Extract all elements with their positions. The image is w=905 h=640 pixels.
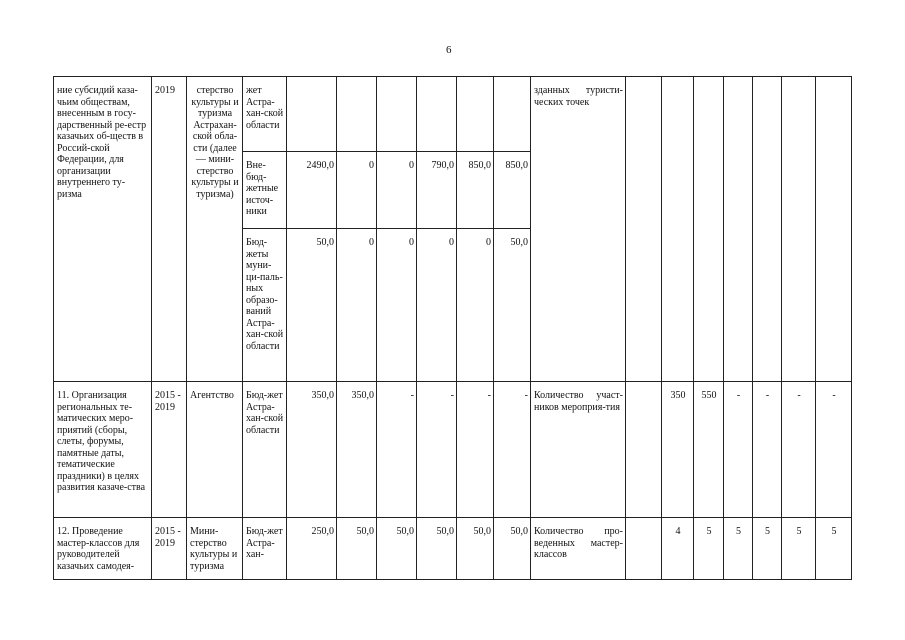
indicator-value: 5 xyxy=(782,518,816,580)
funding-source: Бюд-жет Астра-хан-ской области xyxy=(243,382,287,518)
funding-value: - xyxy=(417,382,457,518)
indicator-value: 550 xyxy=(694,382,724,518)
indicator-value: 4 xyxy=(662,518,694,580)
activity-executor: стерство культуры и туризма Астрахан-ской обла-сти (далее — мини-стерство культуры и туризма) xyxy=(187,77,243,382)
table-row xyxy=(54,518,852,580)
funding-value xyxy=(377,77,417,152)
indicator-value: 5 xyxy=(724,518,753,580)
funding-value: 50,0 xyxy=(377,518,417,580)
funding-value: 0 xyxy=(377,152,417,229)
indicator-value: 5 xyxy=(753,518,782,580)
funding-value: 350,0 xyxy=(337,382,377,518)
indicator-value xyxy=(782,77,816,382)
activity-period: 2015 - 2019 xyxy=(152,382,187,518)
funding-value: 0 xyxy=(337,229,377,382)
indicator-value: - xyxy=(782,382,816,518)
funding-value: 2490,0 xyxy=(287,152,337,229)
activity-description: 12. Проведение мастер-классов для руководителей казачьих самодея- xyxy=(54,518,152,580)
table-row xyxy=(54,77,852,152)
indicator-value xyxy=(694,77,724,382)
funding-value: 350,0 xyxy=(287,382,337,518)
indicator-value xyxy=(626,518,662,580)
funding-value: 50,0 xyxy=(494,229,531,382)
funding-value: 0 xyxy=(337,152,377,229)
indicator-value: 5 xyxy=(694,518,724,580)
funding-value: 790,0 xyxy=(417,152,457,229)
funding-value xyxy=(287,77,337,152)
funding-value: 850,0 xyxy=(494,152,531,229)
table-row xyxy=(54,382,852,518)
activity-period: 2015 - 2019 xyxy=(152,518,187,580)
funding-value: 50,0 xyxy=(417,518,457,580)
funding-value: 0 xyxy=(417,229,457,382)
indicator-value xyxy=(753,77,782,382)
indicator-value xyxy=(626,382,662,518)
funding-source: Бюд-жет Астра-хан- xyxy=(243,518,287,580)
indicator-name: зданных туристи-ческих точек xyxy=(531,77,626,382)
funding-value xyxy=(337,77,377,152)
funding-value xyxy=(417,77,457,152)
funding-source: Вне-бюд-жетные источ-ники xyxy=(243,152,287,229)
activity-period: 2019 xyxy=(152,77,187,382)
funding-value: 50,0 xyxy=(337,518,377,580)
page-number: 6 xyxy=(446,44,452,56)
activity-description: ние субсидий каза-чьим обществам, внесенным в госу-дарственный ре-естр казачьих об-ществ в Россий-ской Федерации, для организации внутреннего ту-ризма xyxy=(54,77,152,382)
indicator-value: 350 xyxy=(662,382,694,518)
funding-source: жет Астра-хан-ской области xyxy=(243,77,287,152)
funding-value: 0 xyxy=(457,229,494,382)
activity-executor: Мини-стерство культуры и туризма xyxy=(187,518,243,580)
funding-value: - xyxy=(377,382,417,518)
funding-value: - xyxy=(494,382,531,518)
indicator-value: - xyxy=(753,382,782,518)
activity-description: 11. Организация региональных те-матических меро-приятий (сборы, слеты, форумы, памятные даты, тематические праздники) в целях развития казаче-ства xyxy=(54,382,152,518)
indicator-value: - xyxy=(816,382,852,518)
indicator-name: Количество про-веденных мастер-классов xyxy=(531,518,626,580)
funding-value: 0 xyxy=(377,229,417,382)
funding-value xyxy=(494,77,531,152)
funding-value: 50,0 xyxy=(287,229,337,382)
indicator-value: - xyxy=(724,382,753,518)
indicator-value xyxy=(724,77,753,382)
funding-value xyxy=(457,77,494,152)
indicator-name: Количество участ-ников мероприя-тия xyxy=(531,382,626,518)
program-activities-table xyxy=(53,76,852,580)
funding-value: 50,0 xyxy=(494,518,531,580)
funding-source: Бюд-жеты муни-ци-паль-ных образо-ваний Астра-хан-ской области xyxy=(243,229,287,382)
indicator-value xyxy=(816,77,852,382)
funding-value: - xyxy=(457,382,494,518)
indicator-value xyxy=(662,77,694,382)
activity-executor: Агентство xyxy=(187,382,243,518)
indicator-value: 5 xyxy=(816,518,852,580)
funding-value: 250,0 xyxy=(287,518,337,580)
indicator-value xyxy=(626,77,662,382)
funding-value: 850,0 xyxy=(457,152,494,229)
funding-value: 50,0 xyxy=(457,518,494,580)
